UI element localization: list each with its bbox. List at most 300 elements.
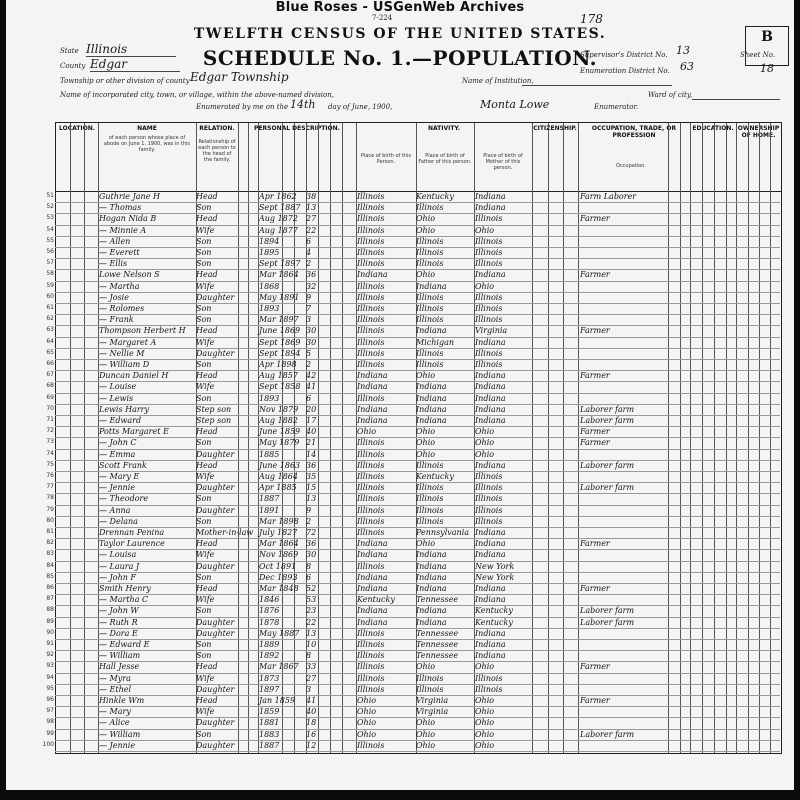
age: 32	[306, 281, 317, 291]
birthplace: Illinois	[357, 281, 385, 291]
birthplace: Illinois	[357, 528, 385, 537]
age: 36	[306, 460, 317, 470]
birthplace: Illinois	[357, 640, 385, 649]
birthplace: Illinois	[357, 472, 385, 481]
father-birthplace: Illinois	[416, 304, 444, 313]
mother-birthplace: Indiana	[475, 192, 506, 201]
birth-date: 1873	[259, 673, 280, 683]
relation: Head	[196, 214, 218, 224]
age: 16	[306, 729, 317, 739]
father-birthplace: Ohio	[416, 740, 436, 750]
father-birthplace: Ohio	[416, 718, 436, 728]
occupation: Laborer farm	[580, 404, 635, 414]
father-birthplace: Ohio	[416, 214, 436, 224]
county-value: Edgar	[90, 57, 128, 71]
father-birthplace: Illinois	[416, 348, 444, 358]
birth-date: 1881	[259, 718, 280, 728]
father-birthplace: Illinois	[416, 460, 444, 470]
relation: Mother-in-law	[196, 528, 254, 537]
birthplace: Ohio	[357, 729, 377, 739]
mother-birthplace: Kentucky	[475, 606, 513, 616]
line-number: 79	[46, 505, 54, 513]
person-name: Scott Frank	[99, 460, 147, 470]
age: 3	[306, 684, 312, 694]
institution-underline	[522, 85, 672, 86]
person-name: — William	[99, 729, 141, 739]
age: 15	[306, 483, 317, 493]
birth-date: Mar 1864	[259, 539, 299, 549]
line-number: 86	[46, 584, 54, 591]
mother-birthplace: Illinois	[475, 214, 503, 224]
mother-birthplace: Indiana	[475, 337, 506, 347]
father-birthplace: Indiana	[416, 606, 447, 616]
line-number: 90	[46, 628, 54, 636]
mother-birthplace: New York	[475, 572, 515, 582]
occupation: Farmer	[580, 326, 610, 336]
mother-birthplace: Indiana	[475, 528, 506, 537]
person-name: Hall Jesse	[99, 662, 140, 672]
person-name: — Dora E	[99, 628, 138, 638]
occupation: Laborer farm	[580, 460, 635, 470]
age: 8	[306, 651, 312, 661]
relation: Head	[196, 371, 218, 381]
relation: Head	[196, 192, 218, 201]
mother-birthplace: Indiana	[475, 584, 506, 593]
age: 2	[306, 259, 312, 269]
relation: Wife	[196, 382, 215, 392]
father-birthplace: Indiana	[416, 393, 447, 403]
relation: Wife	[196, 472, 215, 481]
line-number: 53	[46, 214, 54, 222]
scan-edge-left	[0, 0, 6, 800]
mother-birthplace: Illinois	[475, 494, 503, 504]
birthplace: Ohio	[357, 707, 377, 717]
occupation: Farmer	[580, 662, 610, 672]
occupation: Laborer farm	[580, 416, 635, 425]
birthplace: Indiana	[357, 404, 388, 414]
relation: Daughter	[196, 292, 235, 302]
relation: Step son	[196, 404, 232, 414]
mother-birthplace: Indiana	[475, 595, 506, 605]
header-name: NAME	[137, 125, 157, 132]
birth-date: Nov 1879	[259, 404, 299, 414]
header-ownership: OWNERSHIP OF HOME.	[737, 125, 780, 139]
scan-edge-bottom	[0, 790, 800, 800]
header-relation: RELATION.	[199, 125, 235, 132]
person-name: — Alice	[99, 718, 130, 728]
occupation: Farmer	[580, 427, 610, 437]
birthplace: Indiana	[357, 584, 388, 593]
birth-date: June 1863	[259, 460, 301, 470]
birthplace: Illinois	[357, 360, 385, 369]
mother-birthplace: Indiana	[475, 371, 506, 381]
mother-birthplace: Indiana	[475, 628, 506, 638]
mother-birthplace: Indiana	[475, 203, 506, 213]
birth-date: 1868	[259, 281, 280, 291]
line-number: 74	[46, 449, 54, 457]
father-birthplace: Virginia	[416, 707, 449, 717]
age: 30	[306, 337, 317, 347]
sheet-no-label: Sheet No.	[740, 51, 776, 59]
age: 13	[306, 628, 317, 638]
state-value: Illinois	[86, 42, 128, 56]
mother-birthplace: Virginia	[475, 326, 508, 336]
person-name: — Edward	[99, 416, 142, 425]
mother-birthplace: Indiana	[475, 393, 506, 403]
mother-birthplace: Ohio	[475, 225, 495, 235]
mother-birthplace: Illinois	[475, 472, 503, 481]
person-name: — Everett	[99, 248, 140, 257]
line-number: 75	[46, 460, 54, 468]
mother-birthplace: Ohio	[475, 662, 495, 672]
line-number: 57	[46, 259, 54, 267]
birth-date: 1894	[259, 236, 280, 246]
birth-date: Apr 1862	[259, 192, 297, 201]
line-number: 72	[46, 427, 54, 435]
relation: Son	[196, 572, 212, 582]
line-number: 55	[46, 236, 54, 244]
relation: Daughter	[196, 505, 235, 515]
mother-birthplace: Indiana	[475, 539, 506, 549]
relation: Son	[196, 651, 212, 661]
birth-date: July 1827	[259, 528, 298, 537]
birthplace: Illinois	[357, 214, 385, 224]
line-number: 60	[46, 292, 54, 300]
father-birthplace: Indiana	[416, 561, 447, 571]
relation: Son	[196, 315, 212, 325]
header-occupation: OCCUPATION, TRADE, OR PROFESSION	[591, 125, 677, 139]
birth-date: 1889	[259, 640, 280, 649]
birth-date: Aug 1864	[259, 472, 298, 481]
relation: Head	[196, 539, 218, 549]
relation: Daughter	[196, 561, 235, 571]
father-birthplace: Pennsylvania	[416, 528, 470, 537]
age: 36	[306, 270, 317, 280]
person-name: — Thomas	[99, 203, 142, 213]
relation: Wife	[196, 707, 215, 717]
father-birthplace: Tennessee	[416, 640, 459, 649]
age: 40	[306, 427, 317, 437]
person-name: — Edward E	[99, 640, 150, 649]
person-name: — Myra	[99, 673, 131, 683]
birth-date: 1859	[259, 707, 280, 717]
relation: Wife	[196, 595, 215, 605]
age: 6	[306, 236, 312, 246]
person-name: — Minnie A	[99, 225, 147, 235]
person-name: — Frank	[99, 315, 134, 325]
birth-date: 1893	[259, 393, 280, 403]
father-birthplace: Indiana	[416, 416, 447, 425]
person-name: Hinkle Wm	[99, 696, 145, 705]
mother-birthplace: Ohio	[475, 449, 495, 459]
birthplace: Indiana	[357, 572, 388, 582]
birthplace: Indiana	[357, 270, 388, 280]
person-name: Lewis Harry	[99, 404, 150, 414]
person-name: Lowe Nelson S	[99, 270, 160, 280]
father-birthplace: Indiana	[416, 404, 447, 414]
line-number: 97	[46, 707, 54, 715]
person-name: — Nellie M	[99, 348, 145, 358]
birth-date: Jan 1859	[259, 696, 296, 705]
mother-birthplace: Illinois	[475, 292, 503, 302]
line-number: 59	[46, 281, 54, 289]
relation: Wife	[196, 337, 215, 347]
line-number: 91	[46, 640, 54, 647]
birthplace: Illinois	[357, 348, 385, 358]
ward-label: Ward of city,	[648, 91, 693, 99]
mother-birthplace: Indiana	[475, 416, 506, 425]
birth-date: Apr 1898	[259, 360, 297, 369]
father-birthplace: Ohio	[416, 270, 436, 280]
line-number: 54	[46, 225, 54, 233]
person-name: Taylor Laurence	[99, 539, 165, 549]
birth-date: Sept 1897	[259, 259, 301, 269]
line-number: 61	[46, 304, 54, 311]
relation: Daughter	[196, 684, 235, 694]
birth-date: 1885	[259, 449, 280, 459]
form-number: 7-224	[372, 14, 393, 22]
occupation: Laborer farm	[580, 606, 635, 616]
age: 17	[306, 416, 317, 425]
birthplace: Illinois	[357, 248, 385, 257]
line-number: 66	[46, 360, 54, 367]
header-birth-mother: Place of birth of Mother of this person.	[483, 153, 523, 171]
birthplace: Indiana	[357, 617, 388, 627]
age: 30	[306, 550, 317, 560]
father-birthplace: Illinois	[416, 248, 444, 257]
person-name: — Lewis	[99, 393, 134, 403]
birth-date: 1887	[259, 494, 280, 504]
age: 4	[306, 248, 312, 257]
person-name: — John C	[99, 438, 137, 448]
father-birthplace: Indiana	[416, 617, 447, 627]
relation: Son	[196, 259, 212, 269]
birthplace: Kentucky	[357, 595, 395, 605]
mother-birthplace: Indiana	[475, 382, 506, 392]
line-number: 77	[46, 483, 54, 491]
mother-birthplace: Ohio	[475, 729, 495, 739]
line-number: 68	[46, 382, 54, 390]
relation: Son	[196, 304, 212, 313]
birthplace: Illinois	[357, 494, 385, 504]
age: 13	[306, 494, 317, 504]
mother-birthplace: Illinois	[475, 516, 503, 526]
birth-date: Oct 1891	[259, 561, 297, 571]
father-birthplace: Indiana	[416, 326, 447, 336]
relation: Daughter	[196, 348, 235, 358]
person-name: — Rolomes	[99, 304, 145, 313]
birthplace: Illinois	[357, 449, 385, 459]
relation: Son	[196, 516, 212, 526]
line-number: 76	[46, 472, 54, 479]
father-birthplace: Kentucky	[416, 192, 454, 201]
father-birthplace: Illinois	[416, 684, 444, 694]
father-birthplace: Indiana	[416, 382, 447, 392]
birth-date: Sept 1894	[259, 348, 301, 358]
age: 41	[306, 382, 317, 392]
father-birthplace: Virginia	[416, 696, 449, 705]
person-name: — Martha	[99, 281, 140, 291]
birthplace: Ohio	[357, 718, 377, 728]
census-title: TWELFTH CENSUS OF THE UNITED STATES.	[193, 26, 607, 42]
birthplace: Illinois	[357, 684, 385, 694]
mother-birthplace: Illinois	[475, 360, 503, 369]
relation: Daughter	[196, 740, 235, 750]
table-header	[56, 123, 781, 192]
line-number: 99	[46, 729, 54, 737]
father-birthplace: Illinois	[416, 292, 444, 302]
age: 52	[306, 584, 317, 593]
age: 22	[306, 225, 317, 235]
line-number: 93	[46, 662, 54, 670]
person-name: — Ethel	[99, 684, 132, 694]
person-name: — Allen	[99, 236, 131, 246]
person-name: — Louise	[99, 382, 137, 392]
header-location: LOCATION.	[58, 125, 96, 132]
age: 6	[306, 572, 312, 582]
person-name: Hogan Nida B	[99, 214, 157, 224]
birthplace: Ohio	[357, 696, 377, 705]
relation: Head	[196, 427, 218, 437]
mother-birthplace: Ohio	[475, 281, 495, 291]
father-birthplace: Tennessee	[416, 651, 459, 661]
age: 12	[306, 740, 317, 750]
person-name: — Ellis	[99, 259, 128, 269]
birthplace: Illinois	[357, 740, 385, 750]
relation: Wife	[196, 673, 215, 683]
line-number: 63	[46, 326, 54, 334]
mother-birthplace: Indiana	[475, 651, 506, 661]
age: 8	[306, 561, 312, 571]
relation: Son	[196, 640, 212, 649]
birth-date: June 1859	[259, 427, 301, 437]
person-name: — Martha C	[99, 595, 149, 605]
person-name: — Theodore	[99, 494, 149, 504]
birthplace: Ohio	[357, 427, 377, 437]
birthplace: Illinois	[357, 505, 385, 515]
mother-birthplace: Ohio	[475, 707, 495, 717]
birth-date: 1892	[259, 651, 280, 661]
birth-date: 1887	[259, 740, 280, 750]
father-birthplace: Illinois	[416, 259, 444, 269]
birthplace: Indiana	[357, 606, 388, 616]
birth-date: Dec 1893	[259, 572, 298, 582]
header-education: EDUCATION.	[692, 125, 734, 132]
birthplace: Illinois	[357, 460, 385, 470]
mother-birthplace: Kentucky	[475, 617, 513, 627]
father-birthplace: Ohio	[416, 539, 436, 549]
enumeration-label: Enumeration District No.	[580, 67, 670, 75]
county-underline	[90, 71, 180, 72]
mother-birthplace: Illinois	[475, 505, 503, 515]
line-number: 78	[46, 494, 54, 502]
birth-date: Apr 1885	[259, 483, 297, 493]
supervisor-label: Supervisor's District No.	[580, 51, 668, 59]
age: 6	[306, 393, 312, 403]
birth-date: 1876	[259, 606, 280, 616]
relation: Son	[196, 203, 212, 213]
relation: Daughter	[196, 483, 235, 493]
birth-date: Mar 1864	[259, 270, 299, 280]
line-number: 87	[46, 595, 54, 603]
enumerated-label: Enumerated by me on the	[196, 103, 289, 111]
age: 27	[306, 214, 317, 224]
father-birthplace: Michigan	[416, 337, 454, 347]
birth-date: May 1887	[259, 628, 300, 638]
father-birthplace: Illinois	[416, 315, 444, 325]
father-birthplace: Kentucky	[416, 472, 454, 481]
relation: Wife	[196, 225, 215, 235]
line-number: 88	[46, 606, 54, 614]
birth-date: 1883	[259, 729, 280, 739]
birth-date: Mar 1848	[259, 584, 299, 593]
age: 9	[306, 292, 312, 302]
birthplace: Illinois	[357, 561, 385, 571]
birthplace: Illinois	[357, 304, 385, 313]
person-name: — John W	[99, 606, 139, 616]
relation: Head	[196, 662, 218, 672]
birthplace: Illinois	[357, 628, 385, 638]
relation: Son	[196, 360, 212, 369]
occupation: Laborer farm	[580, 483, 635, 493]
row-rule	[55, 751, 780, 752]
person-name: — Jennie	[99, 740, 136, 750]
township-label: Township or other division of county	[60, 77, 190, 85]
birthplace: Indiana	[357, 539, 388, 549]
line-number: 96	[46, 696, 54, 703]
relation: Son	[196, 248, 212, 257]
sheet-letter-box	[745, 26, 789, 66]
line-number: 84	[46, 561, 54, 569]
person-name: — Emma	[99, 449, 136, 459]
birthplace: Illinois	[357, 259, 385, 269]
sheet-no-value: 18	[760, 62, 774, 75]
mother-birthplace: Illinois	[475, 315, 503, 325]
birth-date: Sept 1869	[259, 337, 301, 347]
mother-birthplace: Indiana	[475, 460, 506, 470]
birthplace: Illinois	[357, 225, 385, 235]
person-name: Thompson Herbert H	[99, 326, 186, 336]
mother-birthplace: Ohio	[475, 427, 495, 437]
father-birthplace: Illinois	[416, 360, 444, 369]
relation: Wife	[196, 281, 215, 291]
place-label: Name of incorporated city, town, or village, within the above-named division,	[60, 91, 334, 99]
age: 7	[306, 304, 312, 313]
age: 33	[306, 662, 317, 672]
birthplace: Illinois	[357, 393, 385, 403]
header-name-note: of each person whose place of abode on June 1, 1900, was in this family.	[103, 135, 191, 153]
line-number: 69	[46, 393, 54, 401]
father-birthplace: Indiana	[416, 281, 447, 291]
father-birthplace: Ohio	[416, 449, 436, 459]
archive-watermark: Blue Roses - USGenWeb Archives	[275, 0, 525, 15]
mother-birthplace: Ohio	[475, 438, 495, 448]
father-birthplace: Indiana	[416, 572, 447, 582]
birthplace: Indiana	[357, 371, 388, 381]
age: 36	[306, 539, 317, 549]
person-name: — Ruth R	[99, 617, 138, 627]
relation: Son	[196, 606, 212, 616]
relation: Daughter	[196, 628, 235, 638]
birthplace: Indiana	[357, 382, 388, 392]
line-number: 71	[46, 416, 54, 423]
mother-birthplace: Ohio	[475, 718, 495, 728]
line-number: 70	[46, 404, 54, 412]
relation: Son	[196, 236, 212, 246]
header-citizenship: CITIZENSHIP.	[533, 125, 577, 132]
person-name: Duncan Daniel H	[99, 371, 169, 381]
person-name: — Margaret A	[99, 337, 157, 347]
